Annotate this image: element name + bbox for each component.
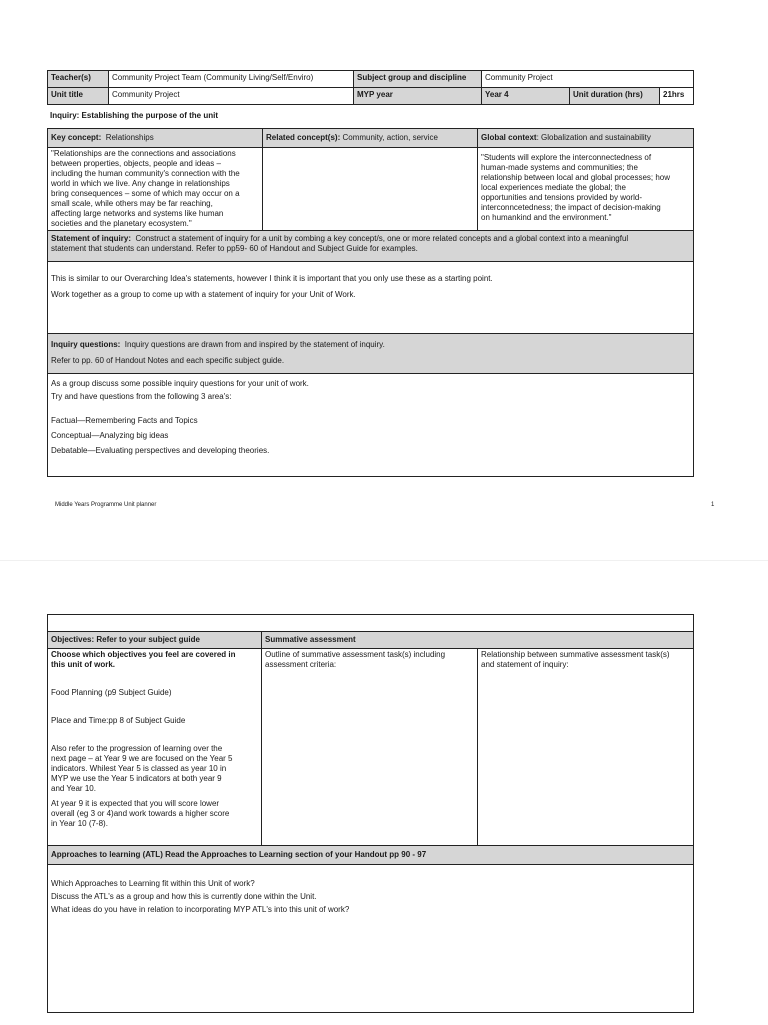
statement-of-inquiry-header: Statement of inquiry: Construct a statement of inquiry for a unit by combing a key concept/s, one or more related concepts and a global context into a meaningful statement that students can understand. Refer to pp59- 60 of Handout and Subject Guide for examples. (48, 231, 694, 262)
teacher-value: Community Project Team (Community Living/Self/Enviro) (109, 71, 354, 88)
inquiry-questions-header: Inquiry questions: Inquiry questions are drawn from and inspired by the statement of inquiry. Refer to pp. 60 of Handout Notes and each specific subject guide. (48, 334, 694, 374)
statement-of-inquiry-body: This is similar to our Overarching Idea's statements, however I think it is important that you only use these as a starting point. Work together as a group to come up with a statement of inquiry for your Unit of Work. (48, 262, 694, 334)
blank-top-row (48, 615, 694, 632)
atl-body: Which Approaches to Learning fit within this Unit of work? Discuss the ATL's as a group and how this is currently done within the Unit. What ideas do you have in relation to incorporating MYP ATL's into this unit of work? (48, 865, 694, 1013)
myp-year-label: MYP year (354, 88, 482, 105)
myp-year-value: Year 4 (482, 88, 570, 105)
atl-header: Approaches to learning (ATL) Read the Approaches to Learning section of your Handout pp 90 - 97 (48, 846, 694, 865)
subject-group-label: Subject group and discipline (354, 71, 482, 88)
page-number: 1 (711, 502, 715, 508)
objectives-table (47, 614, 694, 1013)
summative-relationship-cell: Relationship between summative assessment task(s) and statement of inquiry: (478, 649, 694, 846)
key-concept-header: Key concept: Relationships (48, 129, 263, 148)
objectives-content: Choose which objectives you feel are covered in this unit of work. Food Planning (p9 Subject Guide) Place and Time:pp 8 of Subject Guide Also refer to the progression of learning over the next page – at Year 9 we are focused on the Year 5 indicators. Whilest Year 5 is classed as year 10 in MYP we use the Year 5 indicators at both year 9 and Year 10. At year 9 it is expected that you will score lower overall (eg 3 or 4)and work towards a higher score in Year 10 (7-8). (48, 649, 262, 846)
unit-duration-value: 21hrs (660, 88, 694, 105)
unit-title-label: Unit title (48, 88, 109, 105)
inquiry-questions-body: As a group discuss some possible inquiry questions for your unit of work. Try and have questions from the following 3 area's: Factual—Remembering Facts and Topics Conceptual—Analyzing big ideas Debatable—Evaluating perspectives and developing theories. (48, 374, 694, 477)
teacher-label: Teacher(s) (48, 71, 109, 88)
global-context-header: Global context: Globalization and sustainability (478, 129, 694, 148)
unit-duration-label: Unit duration (hrs) (570, 88, 660, 105)
summative-outline-cell: Outline of summative assessment task(s) including assessment criteria: (262, 649, 478, 846)
subject-group-value: Community Project (482, 71, 694, 88)
unit-title-value: Community Project (109, 88, 354, 105)
related-concepts-header: Related concept(s): Community, action, service (263, 129, 478, 148)
unit-header-table (47, 70, 694, 105)
objectives-header: Objectives: Refer to your subject guide (48, 632, 262, 649)
inquiry-table (47, 128, 694, 477)
summative-assessment-header: Summative assessment (262, 632, 694, 649)
footer-title: Middle Years Programme Unit planner (55, 502, 157, 508)
key-concept-text: "Relationships are the connections and associations between properties, objects, people and ideas – including the human community's connection with the world in which we live. Any change in relationships bring consequences – some of which may occur on a small scale, while others may be far reaching, affecting large networks and systems like human societies and the planetary ecosystem." (48, 148, 263, 231)
inquiry-heading: Inquiry: Establishing the purpose of the unit (50, 111, 218, 120)
global-context-text: "Students will explore the interconnectedness of human-made systems and communities; the relationship between local and global processes; how local experiences mediate the global; the opportunities and tensions provided by world- interconncetedness; the impact of decision-making on humankind and the environment." (478, 148, 694, 231)
related-concepts-text (263, 148, 478, 231)
